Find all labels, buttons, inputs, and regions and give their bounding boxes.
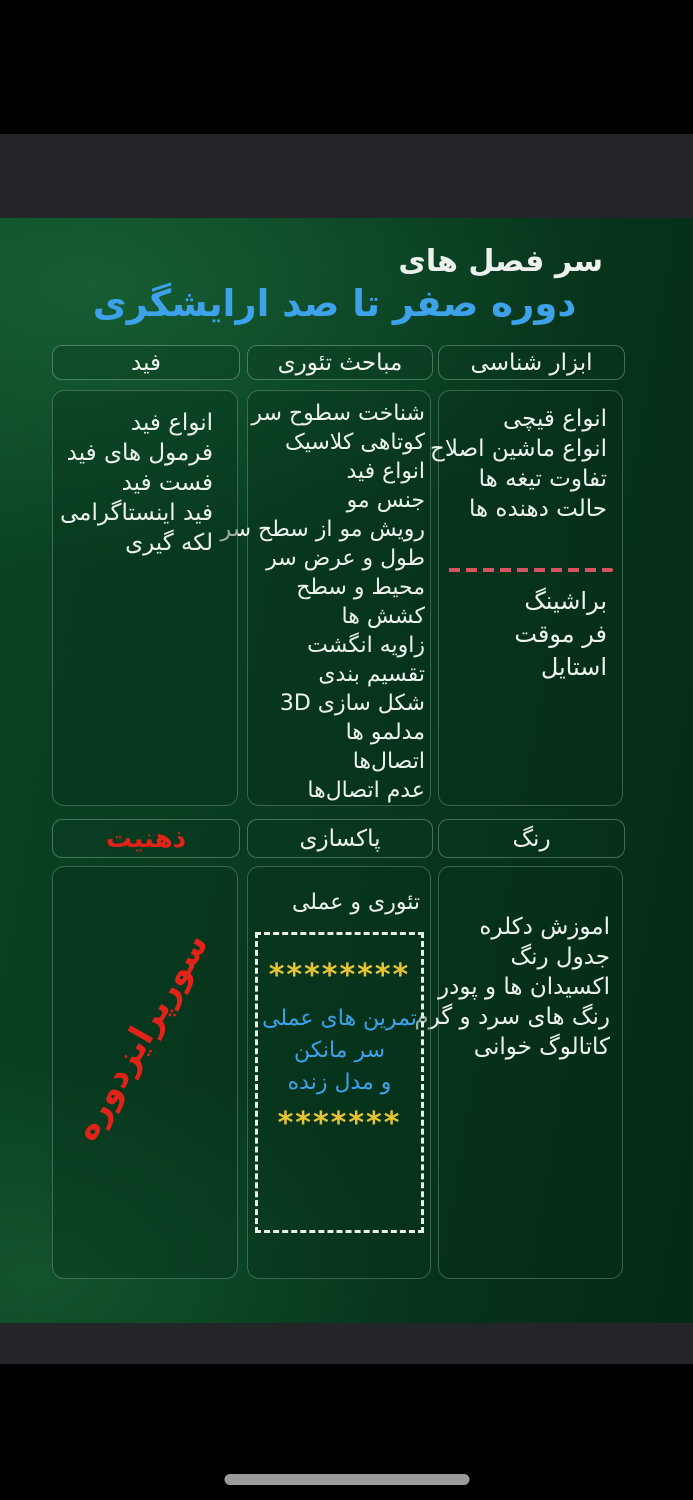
list-item: فید اینستاگرامی [59, 500, 213, 526]
list-item: استایل [540, 653, 607, 681]
list-item: مدلمو ها [345, 720, 425, 745]
header-cleansing [247, 819, 433, 858]
list-item: کوتاهی کلاسیک [285, 430, 425, 455]
header-cleansing-label: پاکسازی [299, 825, 381, 852]
tools-items-top [430, 391, 622, 524]
list-item: رنگ های سرد و گرم [414, 1004, 610, 1030]
header-tools-label: ابزار شناسی [470, 349, 593, 376]
header-color [438, 819, 625, 858]
white-dashed-box [255, 932, 424, 1233]
color-items [414, 867, 622, 1062]
list-item: و مدل زنده [287, 1070, 392, 1095]
list-item: تفاوت تیغه ها [478, 466, 607, 492]
list-item: تمرین های عملی [262, 1006, 417, 1031]
list-item: حالت دهنده ها [468, 496, 607, 522]
header-color-label: رنگ [512, 825, 551, 852]
list-item: جنس مو [346, 488, 425, 513]
list-item: تقسیم بندی [318, 662, 425, 687]
cleansing-subtitle: تئوری و عملی [291, 890, 420, 915]
header-fade-label: فید [131, 349, 162, 376]
card-tools [430, 390, 623, 806]
list-item: انواع فید [346, 459, 425, 484]
list-item: شکل سازی 3D [279, 691, 425, 716]
bottom-strip [0, 1323, 693, 1364]
header-mindset-label: ذهنیت [105, 823, 187, 854]
list-item: اتصال‌ها [352, 749, 425, 774]
surprise-diagonal-text: سورپرایزدوره [65, 926, 217, 1147]
list-item: فست فید [121, 470, 213, 496]
list-item: محیط و سطح [296, 575, 425, 600]
list-item: جدول رنگ [510, 944, 610, 970]
theory-items [220, 391, 430, 805]
list-item: فر موقت [514, 620, 607, 648]
infographic-canvas [0, 218, 693, 1323]
list-item: زاویه انگشت [307, 633, 425, 658]
page-title-line2: دوره صفر تا صد ارایشگری [92, 282, 577, 325]
card-theory [220, 390, 431, 806]
status-bar-strip [0, 134, 693, 218]
list-item: طول و عرض سر [266, 546, 425, 571]
list-item: شناخت سطوح سر [251, 401, 425, 426]
tools-items-bottom [439, 572, 622, 684]
practice-lines [258, 1003, 421, 1099]
card-mindset [52, 866, 238, 1279]
stars-row-top: ******** [268, 958, 411, 993]
header-mindset [52, 819, 240, 858]
list-item: لکه گیری [125, 530, 213, 556]
header-theory [247, 345, 433, 380]
list-item: اکسیدان ها و پودر [438, 974, 610, 1000]
card-color [414, 866, 623, 1279]
list-item: انواع قیچی [502, 406, 607, 432]
header-fade [52, 345, 240, 380]
stars-row-bottom: ******* [277, 1106, 402, 1141]
card-cleansing [247, 866, 431, 1279]
list-item: فرمول های فید [66, 440, 213, 466]
list-item: سر مانکن [293, 1038, 386, 1063]
list-item: براشینگ [524, 587, 607, 615]
list-item: کاتالوگ خوانی [473, 1034, 610, 1060]
header-theory-label: مباحث تئوری [277, 349, 403, 376]
list-item: انواع فید [130, 410, 213, 436]
list-item: عدم اتصال‌ها [307, 778, 425, 803]
home-indicator[interactable] [224, 1474, 469, 1485]
list-item: کشش ها [341, 604, 425, 629]
diagonal-text-wrap [53, 867, 237, 1278]
page-title-line1: سر فصل های [398, 244, 603, 279]
header-tools [438, 345, 625, 380]
list-item: رویش مو از سطح سر [220, 517, 425, 542]
list-item: اموزش دکلره [479, 914, 610, 940]
card-fade [52, 390, 238, 806]
fade-items [53, 391, 237, 558]
list-item: انواع ماشین اصلاح [430, 436, 607, 462]
